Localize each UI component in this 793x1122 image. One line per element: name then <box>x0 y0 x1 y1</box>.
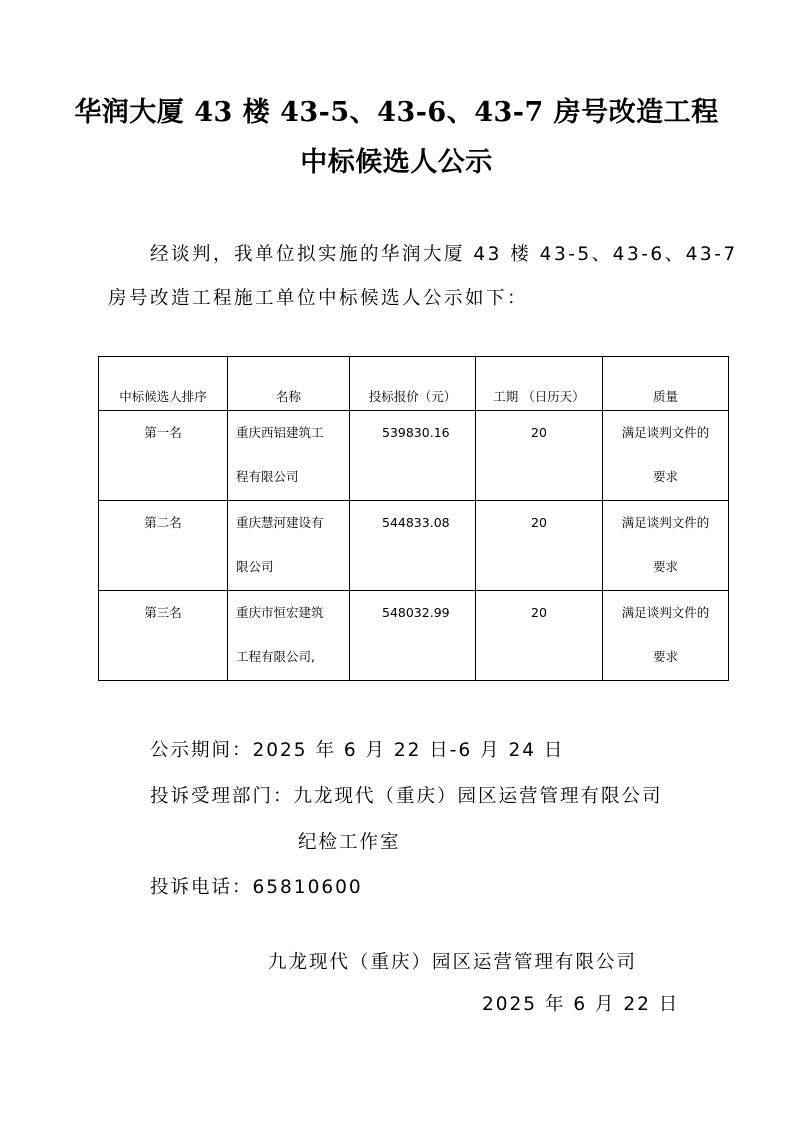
header-rank: 中标候选人排序 <box>99 357 228 411</box>
cell-quality-line-2: 要求 <box>652 649 678 664</box>
cell-name-line-2: 程有限公司 <box>236 469 299 484</box>
cell-quality-line-1: 满足谈判文件的 <box>621 605 710 620</box>
header-quality: 质量 <box>603 357 729 411</box>
intro-paragraph-line-1: 经谈判，我单位拟实施的华润大厦 43 楼 43-5、43-6、43-7 <box>150 244 738 265</box>
cell-rank: 第二名 <box>99 501 228 591</box>
cell-quality <box>603 591 729 681</box>
cell-price: 548032.99 <box>350 591 476 681</box>
signature-organization: 九龙现代（重庆）园区运营管理有限公司 <box>268 952 638 973</box>
complaint-department: 投诉受理部门：九龙现代（重庆）园区运营管理有限公司 <box>150 786 663 807</box>
cell-name-line-2: 工程有限公司, <box>236 649 315 664</box>
header-duration: 工期 （日历天） <box>476 357 603 411</box>
cell-rank: 第一名 <box>99 411 228 501</box>
cell-name-line-1: 重庆市恒宏建筑 <box>236 605 324 620</box>
cell-name <box>228 411 350 501</box>
cell-name <box>228 591 350 681</box>
cell-quality <box>603 501 729 591</box>
table-row <box>99 411 729 501</box>
table-row <box>99 501 729 591</box>
cell-name <box>228 501 350 591</box>
intro-paragraph-line-2: 房号改造工程施工单位中标候选人公示如下： <box>108 288 529 309</box>
document-title-line-1: 华润大厦 43 楼 43-5、43-6、43-7 房号改造工程 <box>74 97 719 128</box>
cell-name-line-2: 限公司 <box>236 559 274 574</box>
header-price: 投标报价（元） <box>350 357 476 411</box>
complaint-department-line-2: 纪检工作室 <box>298 832 401 853</box>
cell-name-line-1: 重庆西铝建筑工 <box>236 425 324 440</box>
cell-quality-line-1: 满足谈判文件的 <box>621 425 710 440</box>
cell-quality-line-1: 满足谈判文件的 <box>621 515 710 530</box>
table-row <box>99 591 729 681</box>
cell-quality <box>603 411 729 501</box>
cell-quality-line-2: 要求 <box>652 559 678 574</box>
cell-quality-line-2: 要求 <box>652 469 678 484</box>
candidate-table <box>98 356 729 681</box>
cell-duration: 20 <box>476 501 603 591</box>
cell-rank: 第三名 <box>99 591 228 681</box>
cell-price: 544833.08 <box>350 501 476 591</box>
cell-duration: 20 <box>476 591 603 681</box>
signature-date: 2025 年 6 月 22 日 <box>482 994 680 1015</box>
header-name: 名称 <box>228 357 350 411</box>
complaint-phone: 投诉电话：65810600 <box>150 877 363 898</box>
document-title-line-2: 中标候选人公示 <box>300 147 493 178</box>
table-header-row <box>99 357 729 411</box>
notice-period: 公示期间：2025 年 6 月 22 日-6 月 24 日 <box>150 740 565 761</box>
cell-price: 539830.16 <box>350 411 476 501</box>
cell-name-line-1: 重庆慧河建设有 <box>236 515 324 530</box>
cell-duration: 20 <box>476 411 603 501</box>
